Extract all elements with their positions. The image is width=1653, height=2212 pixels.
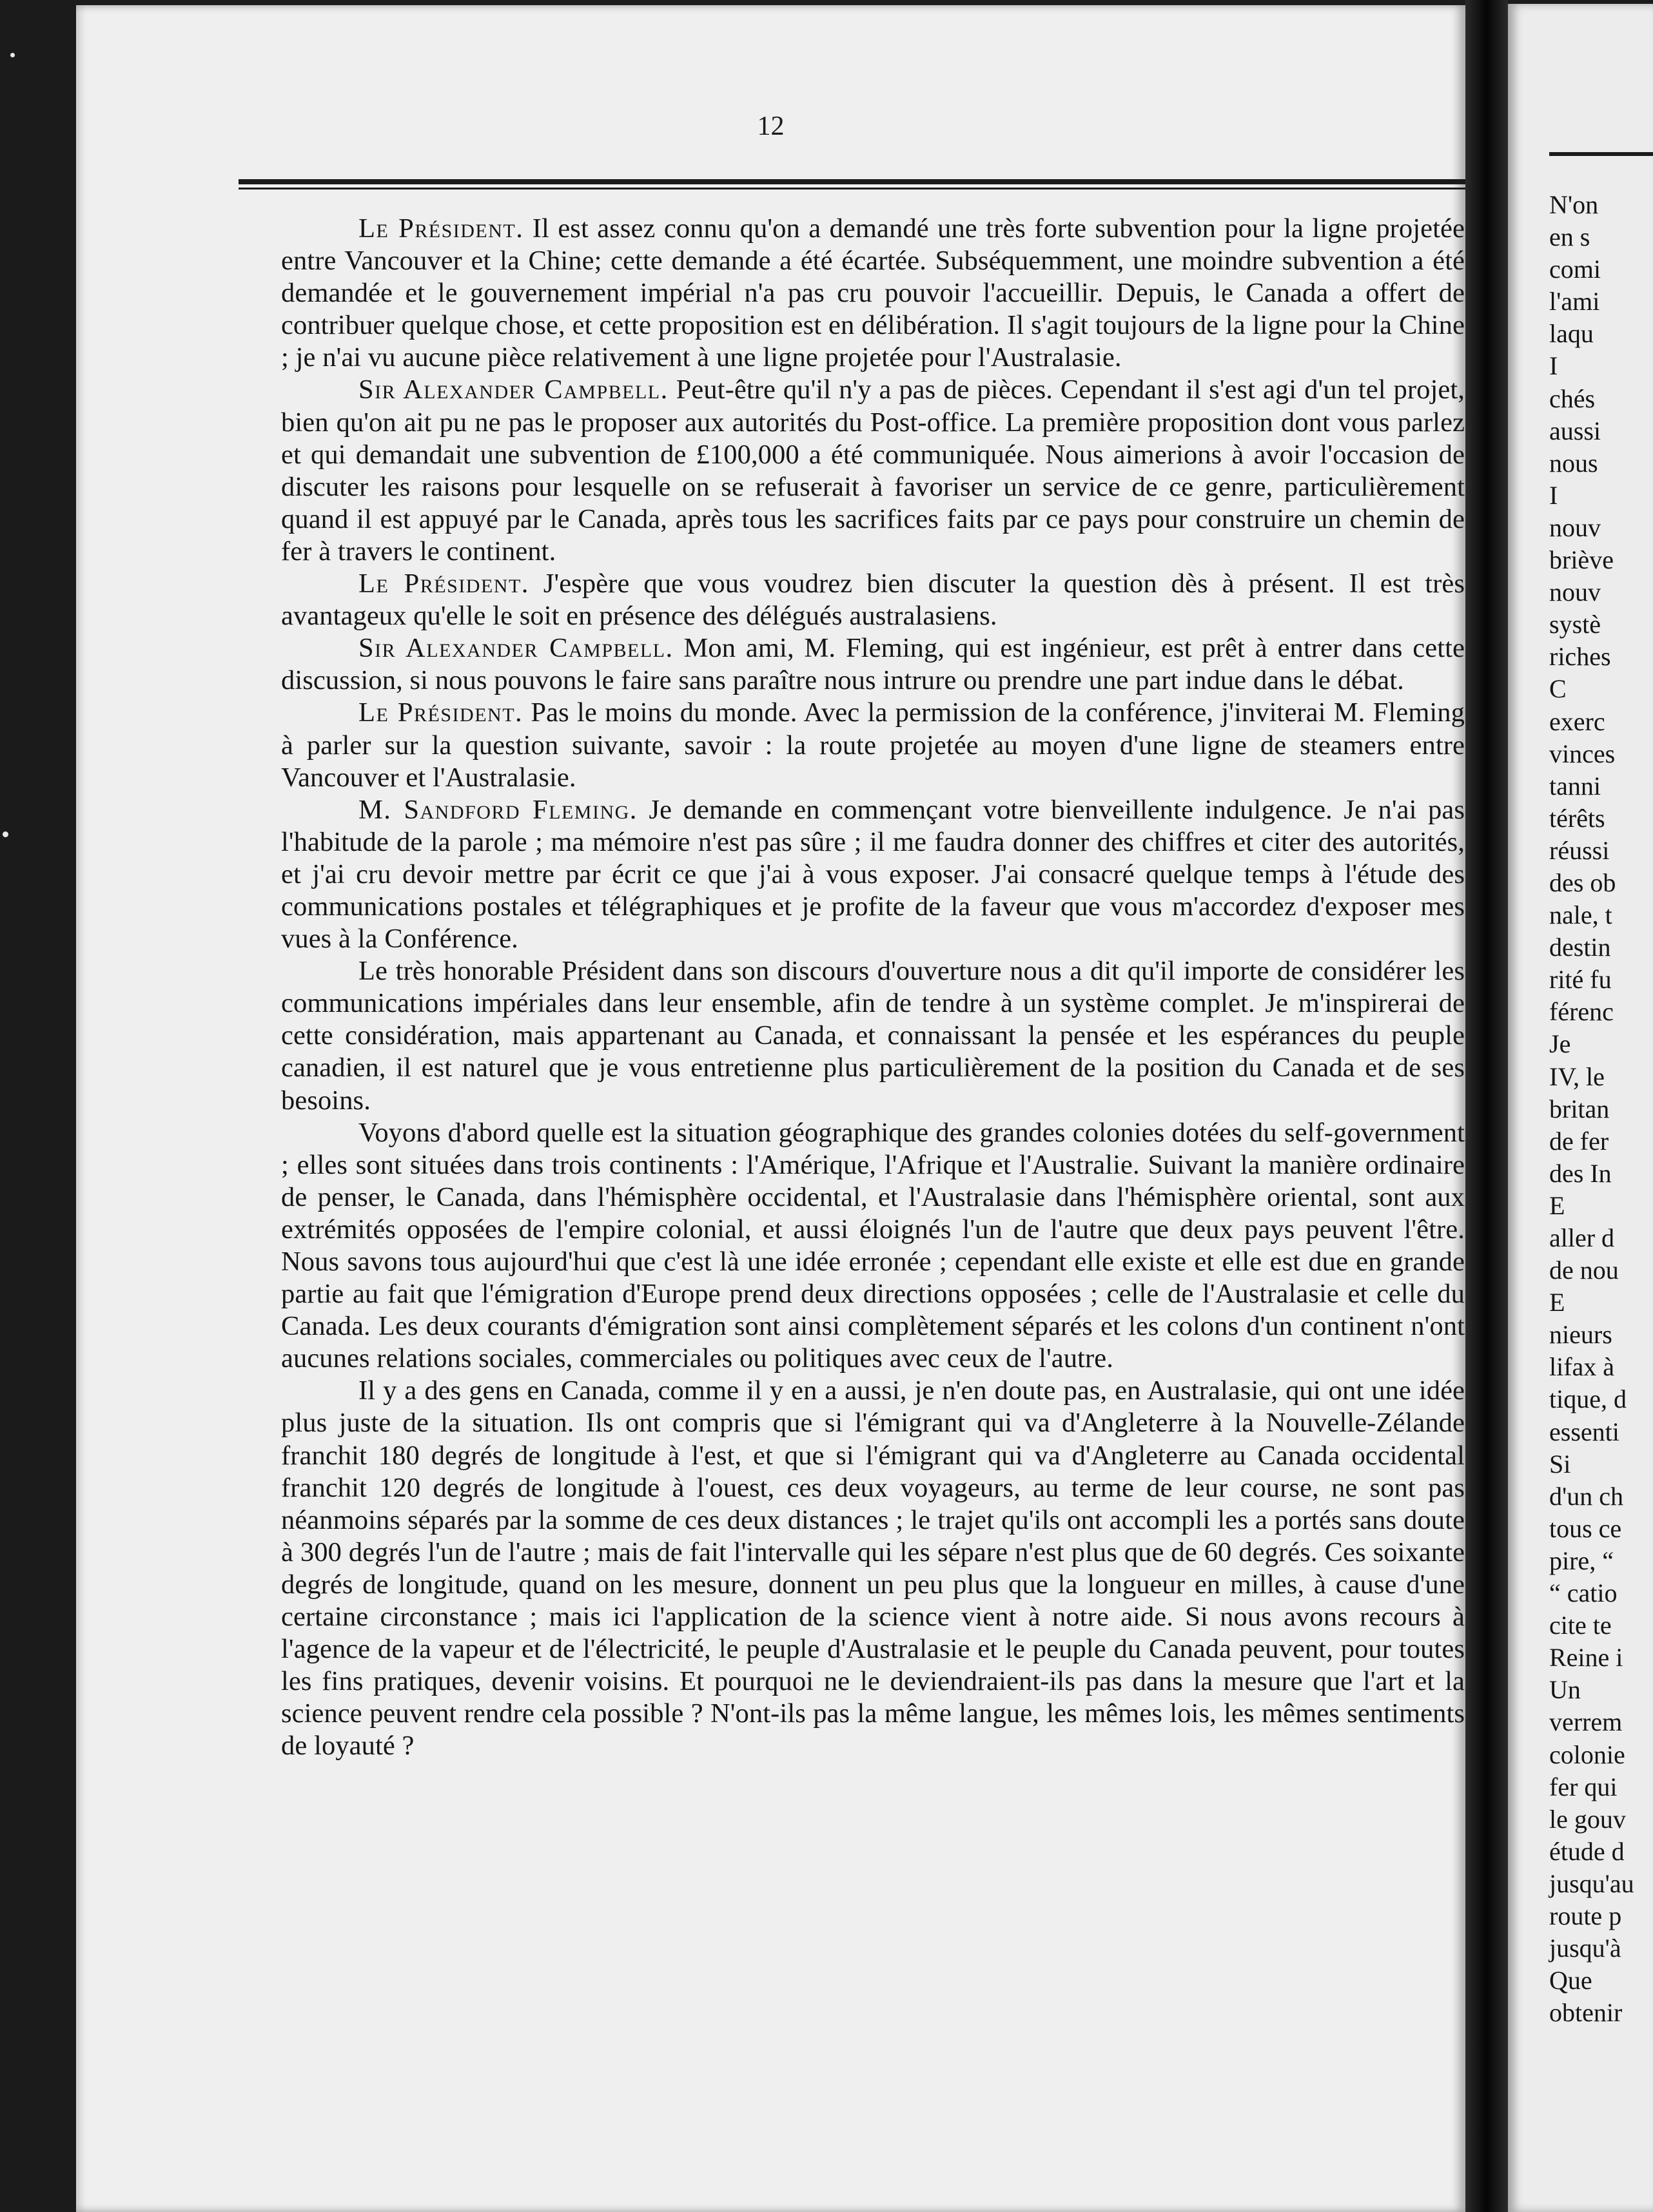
facing-page-line: nouv xyxy=(1549,577,1601,607)
facing-page-line: E xyxy=(1549,1190,1565,1220)
speaker-name: Le Président. xyxy=(358,697,523,728)
facing-page-line: riches xyxy=(1549,642,1611,672)
paragraph-text: Voyons d'abord quelle est la situation géographique des grandes colonies dotées du self-government ; elles sont situées dans trois continents : l'Amérique, l'Afrique et l'Australie. Suivant la manière ordinaire de penser, le Canada, dans l'hémisphère occidental, et l'Australasie dans l'hémisphère oriental, sont aux extrémités opposées de l'empire colonial, et aussi éloignés l'un de l'autre que deux pays peuvent l'être. Nous savons tous aujourd'hui que c'est là une idée erronée ; cependant elle existe et elle est due en grande partie au fait que l'émigration d'Europe prend deux directions opposées ; celle de l'Australasie et celle du Canada. Les deux courants d'émigration sont ainsi complètement séparés et les colons d'un continent n'ont aucunes relations sociales, commerciales ou politiques avec ceux de l'autre. xyxy=(281,1117,1465,1374)
paragraph-text: Mon ami, M. Fleming, qui est ingénieur, est prêt à entrer dans cette discussion, si nous pouvons le faire sans paraître nous intrure ou prendre une part indue dans le débat. xyxy=(281,633,1465,696)
facing-page-line: pire, “ xyxy=(1549,1546,1614,1575)
facing-page-edge xyxy=(1508,4,1653,2212)
facing-page-line: Reine i xyxy=(1549,1643,1623,1673)
facing-page-line: fer qui xyxy=(1549,1772,1618,1801)
paragraph-text: Peut-être qu'il n'y a pas de pièces. Cependant il s'est agi d'un tel projet, bien qu'on ait pu ne pas le proposer aux autorités du Post-office. La première proposition dont vous parlez et qui demandait une subvention de £100,000 a été communiquée. Nous aimerions à avoir l'occasion de discuter les raisons pour lesquelle on se refuserait à favoriser un service de ce genre, particulièrement quand il est appuyé par le Canada, après tous les sacrifices faits par ce pays pour construire un chemin de fer à travers le continent. xyxy=(281,374,1465,567)
paragraph-text: Le très honorable Président dans son discours d'ouverture nous a dit qu'il importe de considérer les communications impériales dans leur ensemble, afin de tendre à un système complet. Je m'inspirerai de cette considération, mais appartenant au Canada, et connaissant la pensée et les espérances du peuple canadien, il est naturel que je vous entretienne plus particulièrement de la position du Canada et de ses besoins. xyxy=(281,956,1465,1116)
facing-page-line: nale, t xyxy=(1549,900,1612,930)
speaker-name: Sir Alexander Campbell. xyxy=(358,374,669,405)
facing-page-line: route p xyxy=(1549,1901,1622,1930)
facing-page-line: aussi xyxy=(1549,416,1601,445)
facing-page-line: rité fu xyxy=(1549,965,1612,994)
facing-page-line: vinces xyxy=(1549,739,1616,768)
facing-page-line: laqu xyxy=(1549,319,1594,349)
speaker-name: Le Président. xyxy=(358,213,524,244)
facing-page-line: tique, d xyxy=(1549,1384,1627,1414)
paragraph-text: Il est assez connu qu'on a demandé une très forte subvention pour la ligne projetée entre Vancouver et la Chine; cette demande a été écartée. Subséquemment, une moindre subvention a été demandée et le gouvernement impérial n'a pas cru pouvoir l'accueillir. Depuis, le Canada a offert de contribuer quelque chose, et cette proposition est en délibération. Il s'agit toujours de la ligne pour la Chine ; je n'ai vu aucune pièce relativement à une ligne projetée pour l'Australasie. xyxy=(281,213,1465,373)
paragraph-text: Il y a des gens en Canada, comme il y en a aussi, je n'en doute pas, en Australasie, qui ont une idée plus juste de la situation. Ils ont compris que si l'émigrant qui va d'Angleterre à la Nouvelle-Zélande franchit 180 degrés de longitude à l'est, et que si l'émigrant qui va d'Angleterre au Canada occidental franchit 120 degrés de longitude à l'ouest, ces deux voyageurs, au terme de leur course, ne sont pas néanmoins séparés par la somme de ces deux distances ; le trajet qu'ils ont accompli les a portés sans doute à 300 degrés l'un de l'autre ; mais de fait l'intervalle qui les sépare n'est plus que de 60 degrés. Ces soixante degrés de longitude, quand on les mesure, donnent un peu plus que la longueur en milles, à cause d'une certaine circonstance ; mais ici l'application de la science vient à notre aide. Si nous avons recours à l'agence de la vapeur et de l'électricité, le peuple d'Australasie et le peuple du Canada peuvent, pour toutes les fins pratiques, devenir voisins. Et pourquoi ne le deviendraient-ils pas dans la mesure que l'art et la science peuvent rendre cela possible ? N'ont-ils pas la même langue, les mêmes lois, les mêmes sentiments de loyauté ? xyxy=(281,1375,1465,1761)
facing-page-line: férenc xyxy=(1549,997,1614,1027)
paragraph xyxy=(281,955,1465,1116)
facing-page-line: comi xyxy=(1549,255,1601,284)
paragraph xyxy=(281,1375,1465,1762)
facing-page-line: Si xyxy=(1549,1449,1571,1479)
facing-page-line: IV, le xyxy=(1549,1062,1605,1091)
paragraph xyxy=(281,1117,1465,1375)
scan-speck xyxy=(10,53,15,57)
facing-page-line: colonie xyxy=(1549,1740,1625,1769)
paragraph-text: J'espère que vous voudrez bien discuter la question dès à présent. Il est très avantageux qu'elle le soit en présence des délégués australasiens. xyxy=(281,568,1465,632)
facing-page-line: réussi xyxy=(1549,835,1610,865)
page-number: 12 xyxy=(757,112,785,141)
facing-page-line: tous ce xyxy=(1549,1513,1622,1543)
paragraph-text: Je demande en commençant votre bienveillente indulgence. Je n'ai pas l'habitude de la parole ; ma mémoire n'est pas sûre ; il me faudra donner des chiffres et citer des autorités, et j'ai cru devoir mettre par écrit ce que j'ai à vous exposer. J'ai consacré quelque temps à l'étude des communications postales et télégraphiques et je profite de la faveur que vous m'accordez d'exposer mes vues à la Conférence. xyxy=(281,794,1465,955)
facing-page-line: systè xyxy=(1549,610,1601,639)
facing-page-line: nous xyxy=(1549,448,1598,478)
facing-page-line: verrem xyxy=(1549,1707,1623,1737)
facing-page-line: jusqu'à xyxy=(1549,1934,1621,1963)
facing-page-line: tanni xyxy=(1549,771,1601,800)
facing-page-line: cite te xyxy=(1549,1611,1612,1640)
facing-page-line: Un xyxy=(1549,1675,1581,1705)
paragraph xyxy=(281,568,1465,632)
facing-page-line: exerc xyxy=(1549,706,1605,736)
facing-page-line: de nou xyxy=(1549,1256,1619,1285)
facing-page-line: destin xyxy=(1549,933,1611,962)
facing-page-line: N'on xyxy=(1549,190,1599,219)
facing-page-line: jusqu'au xyxy=(1549,1868,1634,1898)
document-page xyxy=(76,5,1465,2212)
facing-page-line: C xyxy=(1549,674,1567,704)
scan-speck xyxy=(3,831,8,837)
facing-page-line: nieurs xyxy=(1549,1320,1612,1350)
facing-page-line: l'ami xyxy=(1549,287,1600,316)
facing-page-line: E xyxy=(1549,1288,1565,1317)
facing-page-line: des ob xyxy=(1549,868,1616,897)
paragraph xyxy=(281,213,1465,374)
book-gutter xyxy=(1465,0,1508,2212)
facing-page-line: en s xyxy=(1549,222,1590,252)
facing-page-line: d'un ch xyxy=(1549,1481,1623,1511)
facing-page-line: Que xyxy=(1549,1966,1592,1995)
facing-page-line: étude d xyxy=(1549,1836,1625,1866)
paragraph xyxy=(281,794,1465,955)
facing-page-line: essenti xyxy=(1549,1417,1619,1446)
facing-page-rule xyxy=(1549,152,1653,156)
speaker-name: M. Sandford Fleming. xyxy=(358,794,638,825)
facing-page-line: de fer xyxy=(1549,1126,1609,1156)
header-rule-thick xyxy=(239,179,1474,184)
facing-page-line: Je xyxy=(1549,1029,1571,1059)
facing-page-line: des In xyxy=(1549,1158,1612,1188)
paragraph xyxy=(281,374,1465,568)
facing-page-line: chés xyxy=(1549,383,1596,413)
facing-page-line: briève xyxy=(1549,545,1614,575)
facing-page-line: nouv xyxy=(1549,512,1601,542)
facing-page-text xyxy=(1549,189,1653,2029)
facing-page-line: aller d xyxy=(1549,1223,1615,1252)
paragraph-text: Pas le moins du monde. Avec la permission de la conférence, j'inviterai M. Fleming à parler sur la question suivante, savoir : la route projetée au moyen d'une ligne de steamers entre Vancouver et l'Australasie. xyxy=(281,697,1465,793)
facing-page-line: britan xyxy=(1549,1094,1610,1123)
speaker-name: Le Président. xyxy=(358,568,529,599)
facing-page-line: térêts xyxy=(1549,803,1605,833)
body-text xyxy=(281,213,1465,1763)
facing-page-line: I xyxy=(1549,480,1558,510)
facing-page-line: obtenir xyxy=(1549,1998,1623,2028)
facing-page-line: lifax à xyxy=(1549,1352,1615,1382)
facing-page-line: le gouv xyxy=(1549,1804,1626,1834)
paragraph xyxy=(281,632,1465,697)
speaker-name: Sir Alexander Campbell. xyxy=(358,633,674,664)
facing-page-line: “ catio xyxy=(1549,1578,1618,1608)
facing-page-line: I xyxy=(1549,351,1558,381)
header-rule-thin xyxy=(239,188,1474,189)
paragraph xyxy=(281,697,1465,793)
